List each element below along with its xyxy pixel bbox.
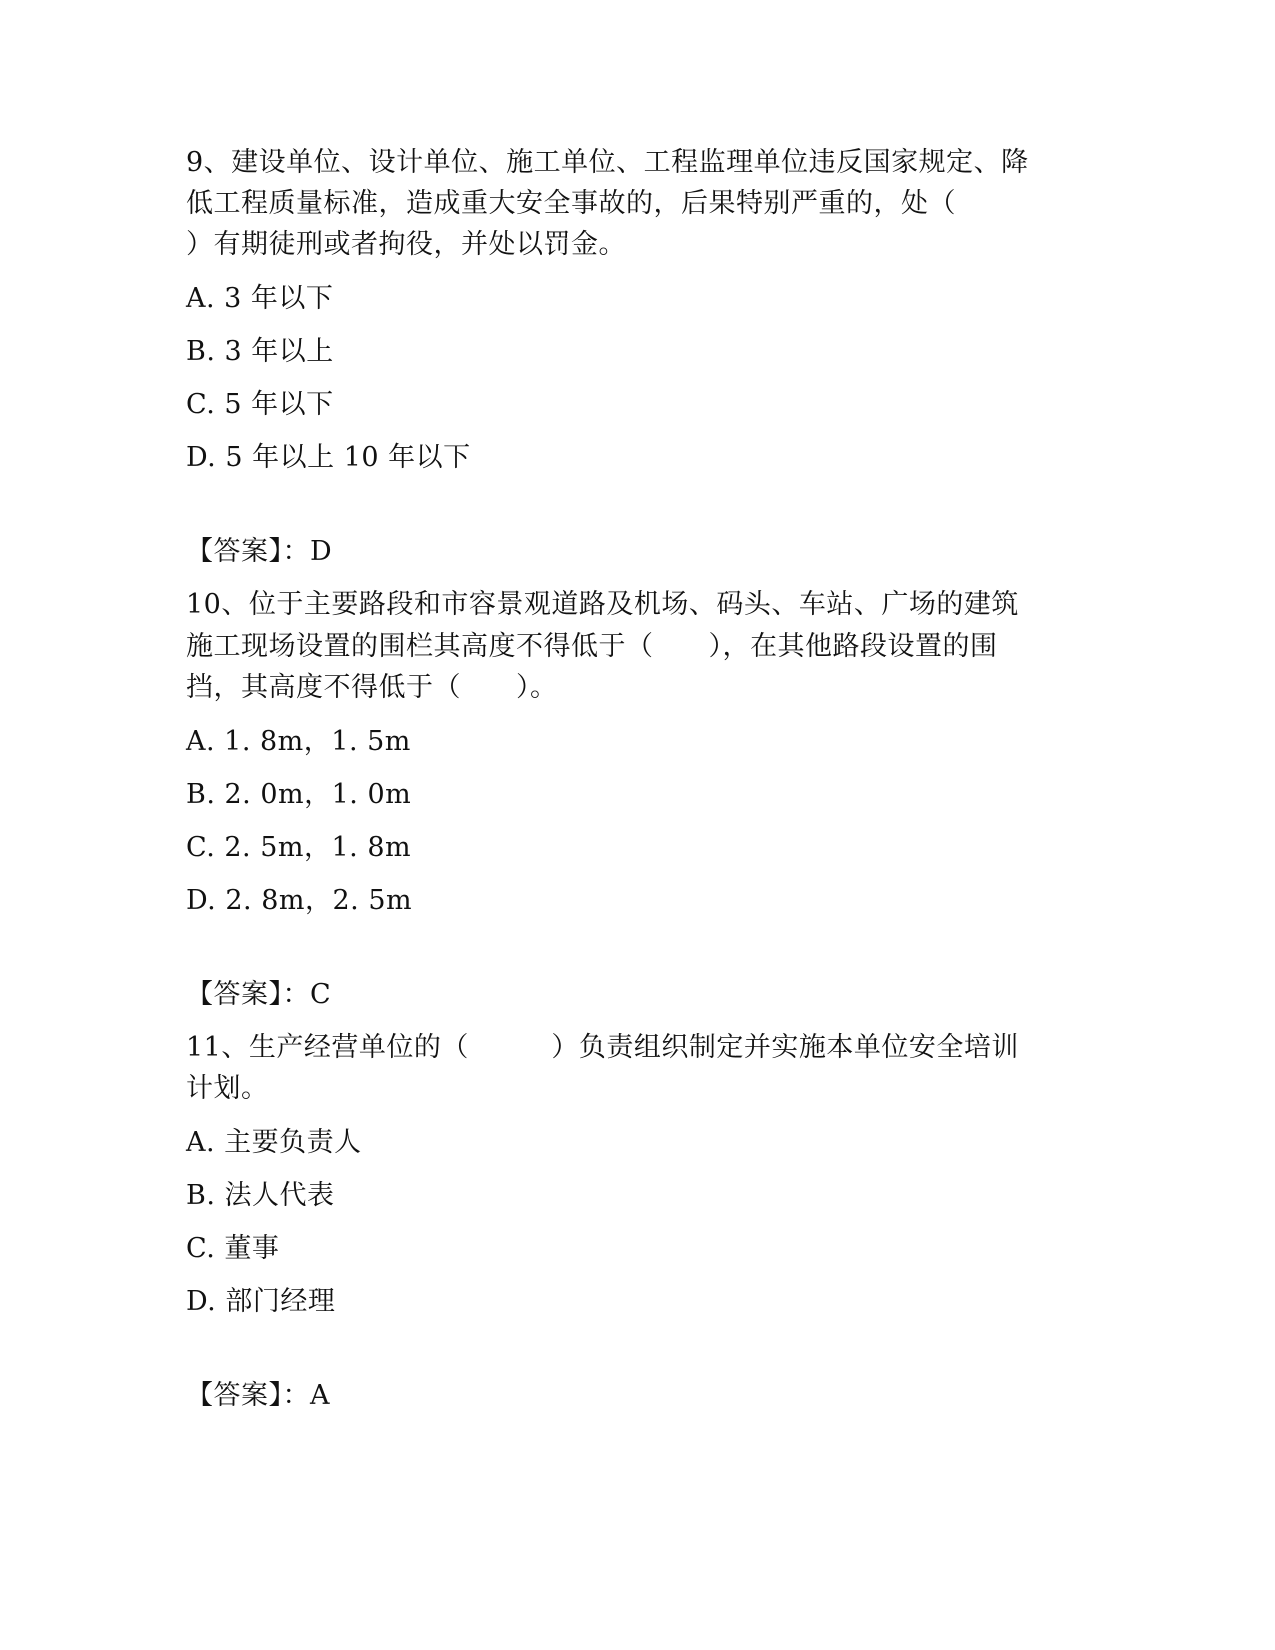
question-11-option-d: D. 部门经理 (186, 1286, 336, 1317)
question-10-stem-line-1: 10、位于主要路段和市容景观道路及机场、码头、车站、广场的建筑 (186, 589, 1019, 620)
question-10-option-b: B. 2. 0m，1. 0m (186, 779, 412, 810)
question-11-option-a: A. 主要负责人 (186, 1127, 362, 1158)
question-11-option-b: B. 法人代表 (186, 1180, 335, 1211)
question-9-option-a: A. 3 年以下 (186, 283, 334, 314)
question-9-stem-line-1: 9、建设单位、设计单位、施工单位、工程监理单位违反国家规定、降 (186, 147, 1029, 178)
question-11-stem-line-1: 11、生产经营单位的（ ）负责组织制定并实施本单位安全培训 (186, 1032, 1019, 1063)
question-9-option-b: B. 3 年以上 (186, 336, 334, 367)
question-10-option-d: D. 2. 8m，2. 5m (186, 885, 413, 916)
question-9-stem-line-3: ）有期徒刑或者拘役，并处以罚金。 (186, 229, 626, 260)
question-10-stem-line-3: 挡，其高度不得低于（ ）。 (186, 672, 558, 703)
question-9-answer: 【答案】：D (186, 536, 333, 567)
question-10-option-c: C. 2. 5m，1. 8m (186, 832, 412, 863)
question-10-option-a: A. 1. 8m，1. 5m (186, 726, 411, 757)
question-11-option-c: C. 董事 (186, 1233, 280, 1264)
question-9-stem-line-2: 低工程质量标准，造成重大安全事故的，后果特别严重的，处（ (186, 188, 956, 219)
question-10-answer: 【答案】：C (186, 979, 332, 1010)
question-10-stem-line-2: 施工现场设置的围栏其高度不得低于（ ），在其他路段设置的围 (186, 631, 998, 662)
question-9-option-d: D. 5 年以上 10 年以下 (186, 442, 471, 473)
question-11-answer: 【答案】：A (186, 1380, 330, 1411)
question-11-stem-line-2: 计划。 (186, 1073, 269, 1104)
question-9-option-c: C. 5 年以下 (186, 389, 334, 420)
